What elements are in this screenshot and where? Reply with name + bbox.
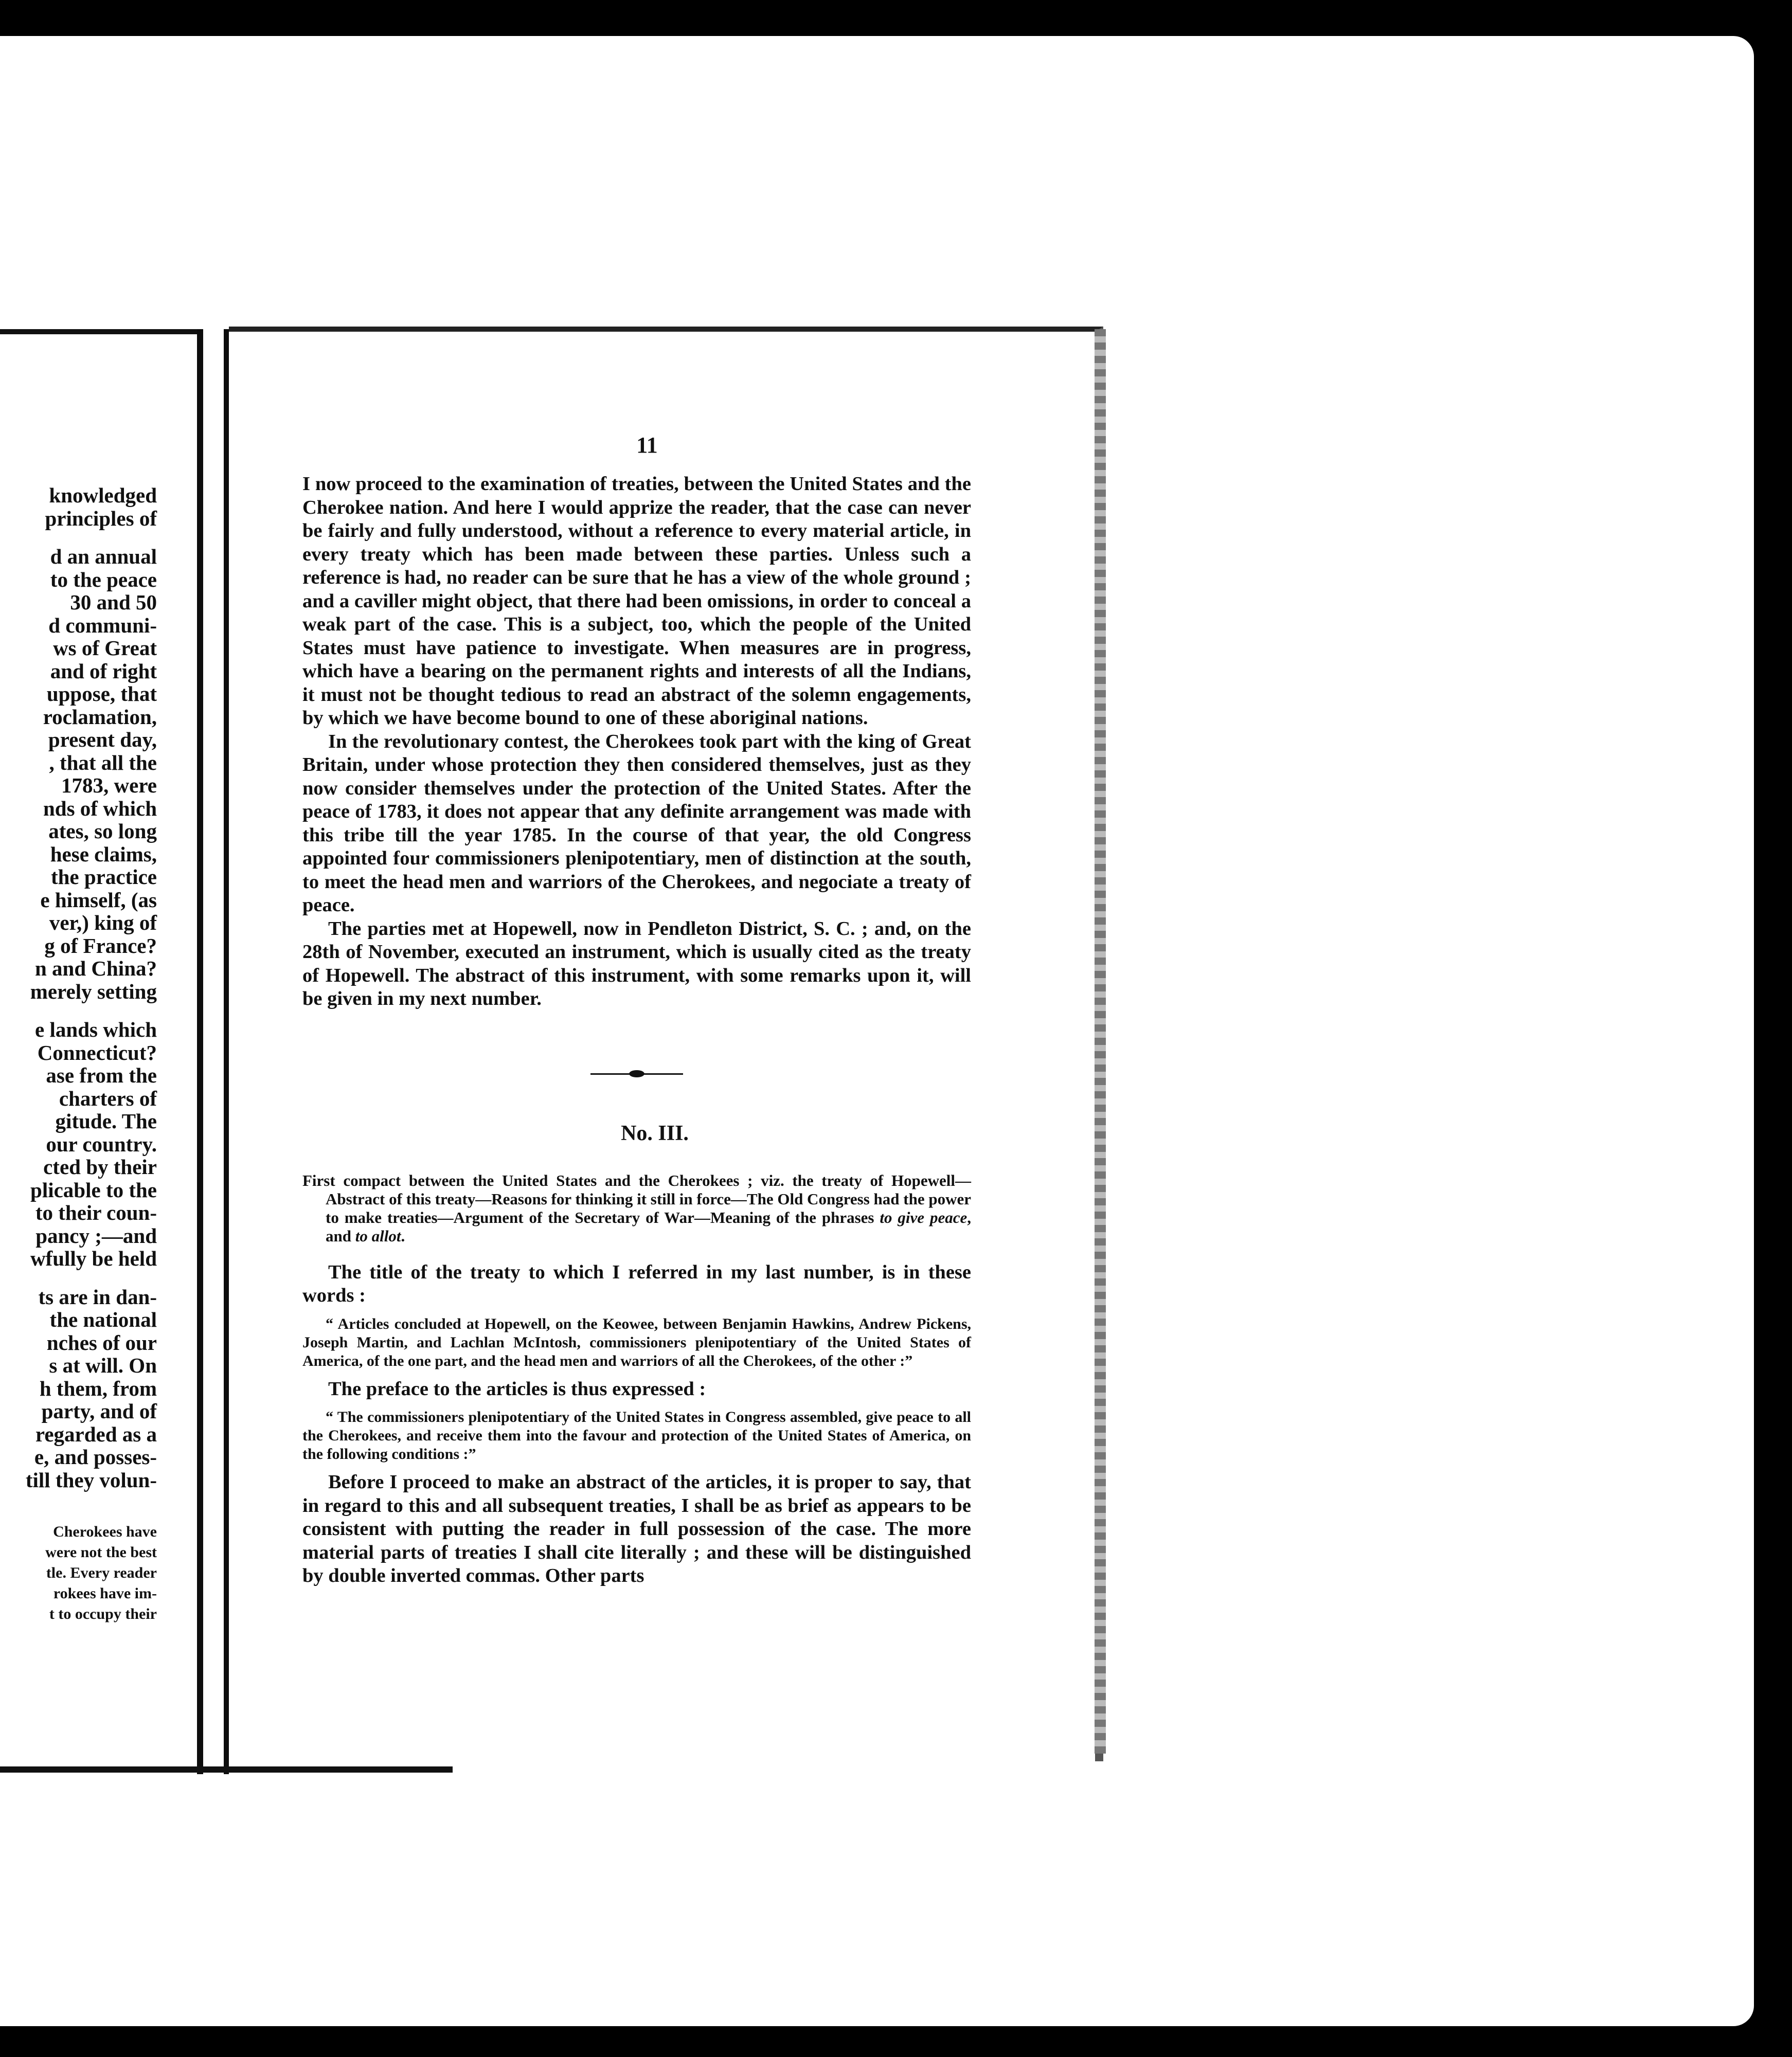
left-page-line: pancy ;—and bbox=[35, 1223, 157, 1248]
paragraph-preface: The preface to the articles is thus expressed : bbox=[328, 1378, 706, 1400]
left-page-line: Connecticut? bbox=[37, 1040, 157, 1064]
paragraph-3: The parties met at Hopewell, now in Pendleton District, S. C. ; and, on the 28th of November, executed an instrument, which is usually cited as the treaty of Hopewell. The abstract of this instrument, with some remarks upon it, will be given in my next number. bbox=[302, 917, 971, 1009]
left-page-line: the national bbox=[49, 1308, 157, 1331]
left-page-line: to the peace bbox=[50, 567, 157, 591]
section-summary: First compact between the United States and the Cherokees ; viz. the treaty of Hopewell—Abstract of this treaty—Reasons for thinking it still in force—The Old Congress had the power to make treaties—Argument of the Secretary of War—Meaning of the phrases to give peace, and to allot. bbox=[302, 1171, 971, 1245]
left-page-line: ts are in dan- bbox=[38, 1285, 157, 1309]
left-page-line: g of France? bbox=[44, 933, 157, 958]
left-page-line: present day, bbox=[48, 728, 157, 751]
left-page-line: hese claims, bbox=[50, 842, 157, 866]
left-page-line: roclamation, bbox=[43, 705, 157, 729]
left-page-line: 1783, were bbox=[61, 773, 157, 797]
left-page-line: knowledged bbox=[49, 483, 157, 507]
quote-treaty-preface: “ The commissioners plenipotentiary of the United States in Congress assembled, give peace to all the Cherokees, and receive them into the favour and protection of the United States of America, on the following conditions :” bbox=[302, 1409, 971, 1463]
left-page-line: h them, from bbox=[39, 1376, 157, 1400]
paragraph-1: I now proceed to the examination of treaties, between the United States and the Cherokee nation. And here I would apprize the reader, that the case can never be fairly and fully understood, without a reference to every material article, in every treaty which has been made between these parties. Unless such a reference is had, no reader can be sure that he has a view of the whole ground ; and a caviller might object, that there had been omissions, in order to conceal a weak part of the case. This is a subject, too, which the people of the United States must have patience to investigate. When measures are in progress, which have a bearing on the permanent rights and interests of all the Indians, it must not be thought tedious to read an abstract of the solemn engagements, by which we have become bound to one of these aboriginal nations. bbox=[302, 473, 971, 729]
left-page-footnote-line: rokees have im- bbox=[53, 1585, 157, 1602]
left-page-line: ws of Great bbox=[53, 636, 157, 660]
left-page-line: n and China? bbox=[34, 957, 157, 980]
page-content bbox=[302, 432, 971, 1588]
left-page-line: ver,) king of bbox=[49, 911, 157, 934]
book-gutter-line-right bbox=[224, 329, 229, 1774]
left-page-line: ase from the bbox=[46, 1063, 157, 1087]
left-page-footnote-line: tle. Every reader bbox=[46, 1564, 157, 1581]
left-page-line: gitude. The bbox=[55, 1109, 157, 1133]
left-page-fragment bbox=[0, 329, 198, 1774]
page-edge-shadow bbox=[1095, 329, 1106, 1754]
left-page-line: cted by their bbox=[43, 1155, 157, 1179]
left-page-line: charters of bbox=[59, 1086, 157, 1110]
left-page-line: d an annual bbox=[50, 545, 157, 568]
left-page-footnote-line: Cherokees have bbox=[53, 1523, 157, 1540]
left-page-line: to their coun- bbox=[35, 1201, 157, 1224]
left-page-line: uppose, that bbox=[46, 682, 157, 706]
left-page-line: principles of bbox=[45, 506, 157, 530]
left-page-line: 30 and 50 bbox=[70, 590, 157, 614]
left-page-line: e lands which bbox=[35, 1018, 157, 1041]
left-page-line: plicable to the bbox=[30, 1178, 157, 1202]
left-page-footnote-line: t to occupy their bbox=[49, 1605, 157, 1622]
left-page-line: d communi- bbox=[48, 613, 157, 637]
section-divider-ornament bbox=[590, 1068, 683, 1080]
left-page-line: merely setting bbox=[30, 979, 157, 1003]
left-page-line: e himself, (as bbox=[40, 888, 157, 912]
left-page-line: our country. bbox=[46, 1132, 157, 1156]
paragraph-2: In the revolutionary contest, the Cherokees took part with the king of Great Britain, under whose protection they then considered themselves, just as they now consider themselves under the protection of the United States. After the peace of 1783, it does not appear that any definite arrangement was made with this tribe till the year 1785. In the course of that year, the old Congress appointed four commissioners plenipotentiary, men of distinction at the south, to meet the head men and warriors of the Cherokees, and negociate a treaty of peace. bbox=[302, 730, 971, 916]
left-page-line: and of right bbox=[50, 659, 157, 683]
quote-treaty-title: “ Articles concluded at Hopewell, on the Keowee, between Benjamin Hawkins, Andrew Pickens, Joseph Martin, and Lachlan McIntosh, commissioners plenipotentiary of the United States of America, of the one part, and the head men and warriors of all the Cherokees, of the other :” bbox=[302, 1315, 971, 1369]
left-page-line: nches of our bbox=[46, 1330, 157, 1355]
section-title: No. III. bbox=[621, 1121, 689, 1145]
left-page-line: the practice bbox=[50, 865, 157, 889]
paragraph-title-intro: The title of the treaty to which I referred in my last number, is in these words : bbox=[302, 1261, 971, 1306]
left-page-line: regarded as a bbox=[35, 1422, 157, 1446]
left-page-line: till they volun- bbox=[25, 1468, 157, 1492]
left-page-line: wfully be held bbox=[30, 1247, 157, 1270]
book-bottom-edge bbox=[0, 1766, 453, 1773]
left-page-line: ates, so long bbox=[48, 819, 157, 843]
left-page-line: , that all the bbox=[49, 750, 157, 774]
paragraph-abstract-intro: Before I proceed to make an abstract of the articles, it is proper to say, that in regard to this and all subsequent treaties, I shall be as brief as appears to be consistent with putting the reader in full possession of the case. The more material parts of treaties I shall cite literally ; and these will be distinguished by double inverted commas. Other parts bbox=[302, 1471, 971, 1586]
left-page-line: nds of which bbox=[43, 796, 157, 820]
left-page-line: s at will. On bbox=[49, 1354, 157, 1377]
left-page-line: party, and of bbox=[41, 1399, 157, 1423]
page-number: 11 bbox=[636, 432, 658, 458]
book-gutter-line bbox=[197, 329, 203, 1774]
left-page-footnote-line: were not the best bbox=[45, 1544, 157, 1561]
left-page-line: e, and posses- bbox=[34, 1445, 157, 1469]
left-page-top-edge bbox=[0, 329, 198, 334]
